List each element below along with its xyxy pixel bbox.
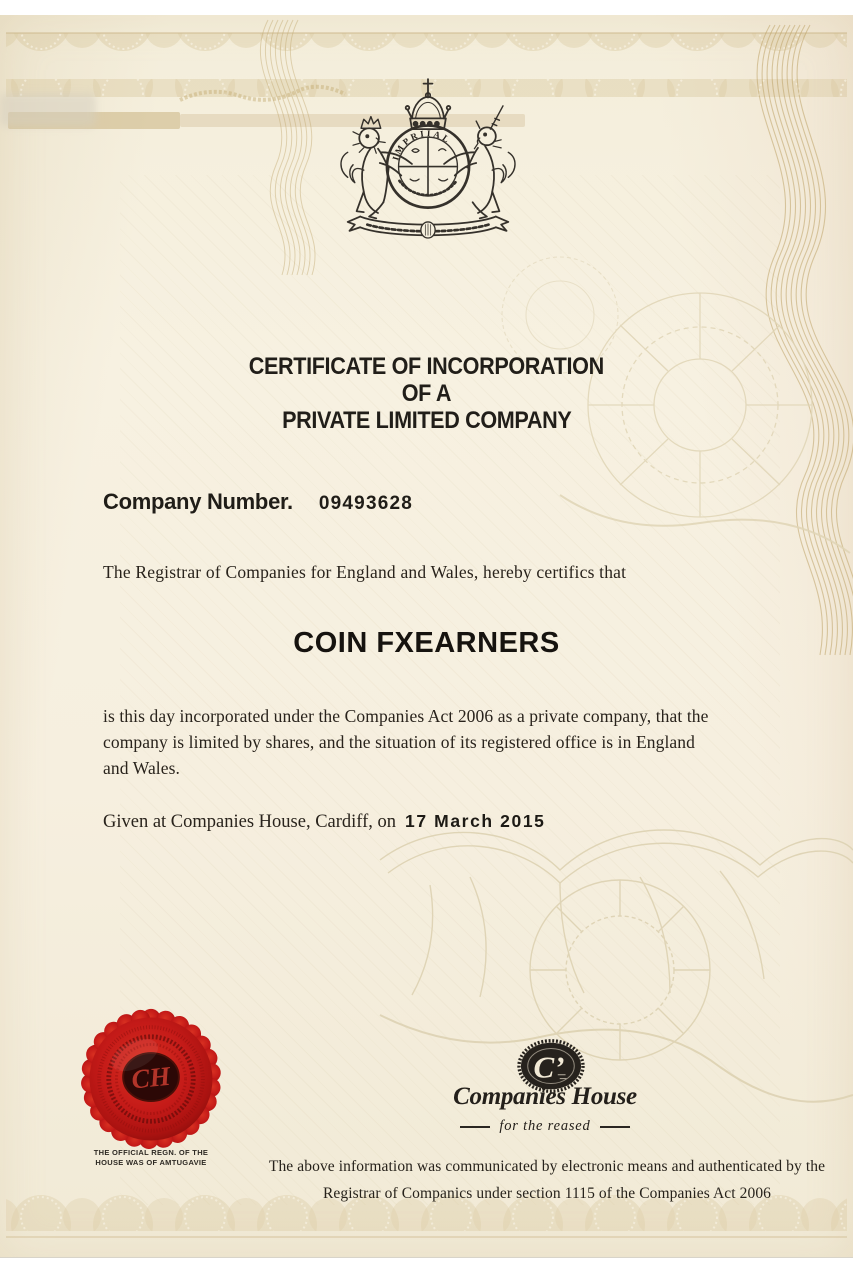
motto-banner-icon <box>348 217 509 238</box>
issue-date: 17 March 2015 <box>405 811 546 831</box>
issuer-tagline: for the reased <box>499 1118 591 1134</box>
issuer-tagline-row <box>420 1118 670 1135</box>
title-line-1: CERTIFICATE OF INCORPORATION <box>248 353 605 380</box>
certificate-title <box>0 353 853 434</box>
paper-smudge <box>0 93 96 127</box>
authentication-line-2: Registrar of Companics under section 1115 of the Companies Act 2006 <box>322 1185 772 1202</box>
incorporation-paragraph <box>103 703 709 781</box>
paragraph-line-2: company is limited by shares, and the situation of its registered office is in England <box>103 732 695 752</box>
seal-caption <box>60 1148 242 1167</box>
company-name: COIN FXEARNERS <box>293 627 560 659</box>
logo-monogram: C’ <box>533 1049 565 1085</box>
svg-text:IMPRIIAL <box>390 128 453 161</box>
seal-monogram: CH <box>129 1060 172 1095</box>
paragraph-line-1: is this day incorporated under the Companies Act 2006 as a private company, that the <box>103 706 709 726</box>
issue-place-text: Given at Companies House, Cardiff, on <box>103 812 397 832</box>
lion-supporter-icon <box>350 117 412 219</box>
company-number-value: 09493628 <box>318 493 414 514</box>
issuer-name: Companies House <box>453 1083 637 1110</box>
company-number-label: Company Number. <box>103 489 293 514</box>
issue-date-row <box>103 811 546 833</box>
registrar-statement: The Registrar of Companies for England and Wales, hereby certifics that <box>103 562 627 582</box>
seal-caption-line-1: THE OFFICIAL REGN. OF THE <box>93 1148 209 1157</box>
unicorn-supporter-icon <box>444 106 506 218</box>
title-line-2: OF A <box>401 380 452 407</box>
paragraph-line-3: and Wales. <box>103 758 181 778</box>
tagline-right-rule <box>600 1126 630 1128</box>
company-number-row <box>103 489 413 515</box>
authentication-statement <box>247 1153 847 1207</box>
crown-icon <box>406 79 451 129</box>
tagline-left-rule <box>460 1126 490 1128</box>
certificate-paper <box>0 15 853 1257</box>
garter-text: IMPRIIAL <box>390 128 454 162</box>
royal-coat-of-arms-icon <box>312 57 544 253</box>
seal-caption-line-2: HOUSE WAS OF AMTUGAVIE <box>95 1157 207 1167</box>
authentication-line-1: The above information was communicated by electronic means and authenticated by the <box>268 1158 826 1175</box>
official-seal-icon <box>75 1007 227 1151</box>
title-line-3: PRIVATE LIMITED COMPANY <box>281 407 572 434</box>
white-margin-top <box>0 0 853 16</box>
white-margin-bottom <box>0 1257 853 1281</box>
